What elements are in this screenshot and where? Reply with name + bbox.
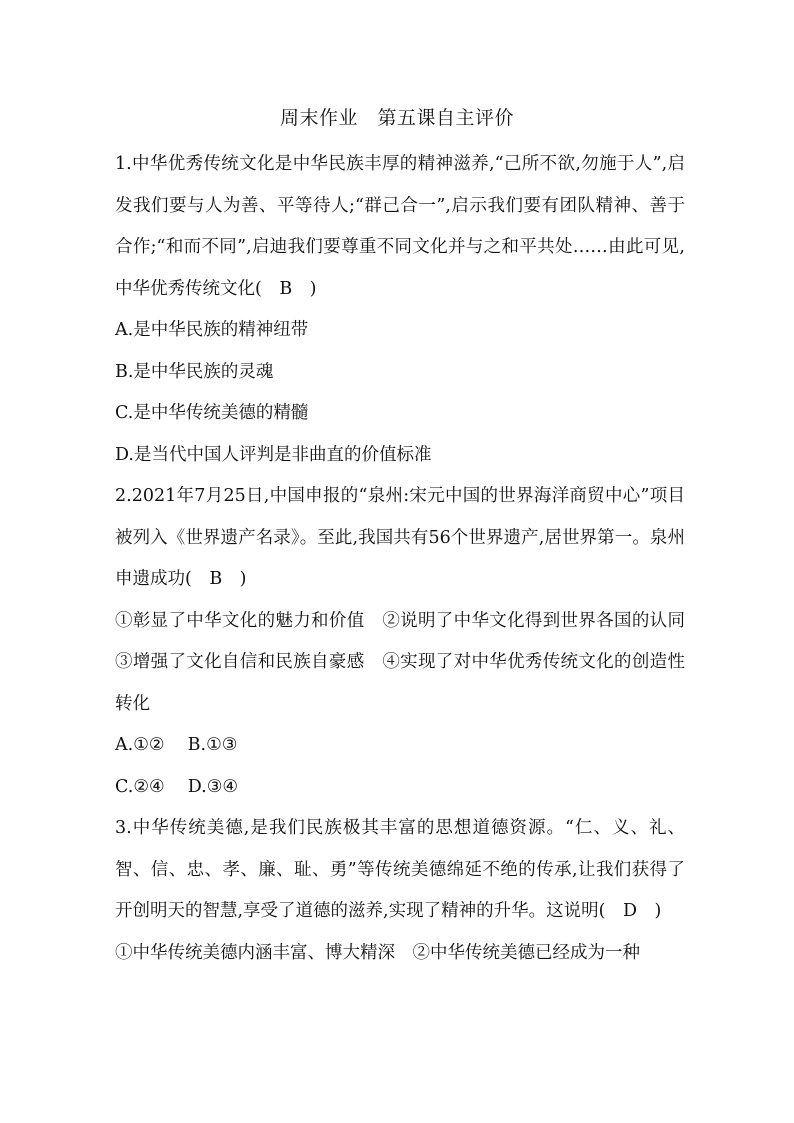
question-list [115, 144, 703, 974]
question-2-stem: 2.2021年7月25日,中国申报的“泉州:宋元中国的世界海洋商贸中心”项目被列入《世界遗产名录》。至此,我国共有56个世界遗产,居世界第一。泉州申遗成功( B ) [115, 486, 685, 589]
question-1-option-b: B.是中华民族的灵魂 [115, 361, 274, 382]
page-title: 周末作业 第五课自主评价 [279, 107, 514, 129]
question-1-stem: 1.中华优秀传统文化是中华民族丰厚的精神滋养,“己所不欲,勿施于人”,启发我们要与人为善、平等待人;“群己合一”,启示我们要有团队精神、善于合作;“和而不同”,启迪我们要尊重不同文化并与之和平共处……由此可见,中华优秀传统文化( B ) [115, 154, 685, 299]
question-3-stem: 3.中华传统美德,是我们民族极其丰富的思想道德资源。“仁、义、礼、智、信、忠、孝、廉、耻、勇”等传统美德绵延不绝的传承,让我们获得了开创明天的智慧,享受了道德的滋养,实现了精神的升华。这说明( D ) [115, 818, 685, 921]
question-2 [115, 476, 703, 808]
question-3 [115, 808, 685, 974]
question-1-option-d: D.是当代中国人评判是非曲直的价值标准 [115, 444, 432, 465]
question-2-options-row-2: C.②④ D.③④ [115, 776, 239, 797]
question-1-option-c: C.是中华传统美德的精髓 [115, 403, 309, 423]
question-1 [115, 144, 685, 476]
question-1-option-a: A.是中华民族的精神纽带 [115, 320, 309, 340]
question-3-statements: ①中华传统美德内涵丰富、博大精深 ②中华传统美德已经成为一种 [115, 942, 640, 963]
question-2-options-row-1: A.①② B.①③ [115, 735, 238, 755]
question-2-statements: ①彰显了中华文化的魅力和价值 ②说明了中华文化得到世界各国的认同 ③增强了文化自信和民族自豪感 ④实现了对中华优秀传统文化的创造性转化 [115, 610, 703, 714]
